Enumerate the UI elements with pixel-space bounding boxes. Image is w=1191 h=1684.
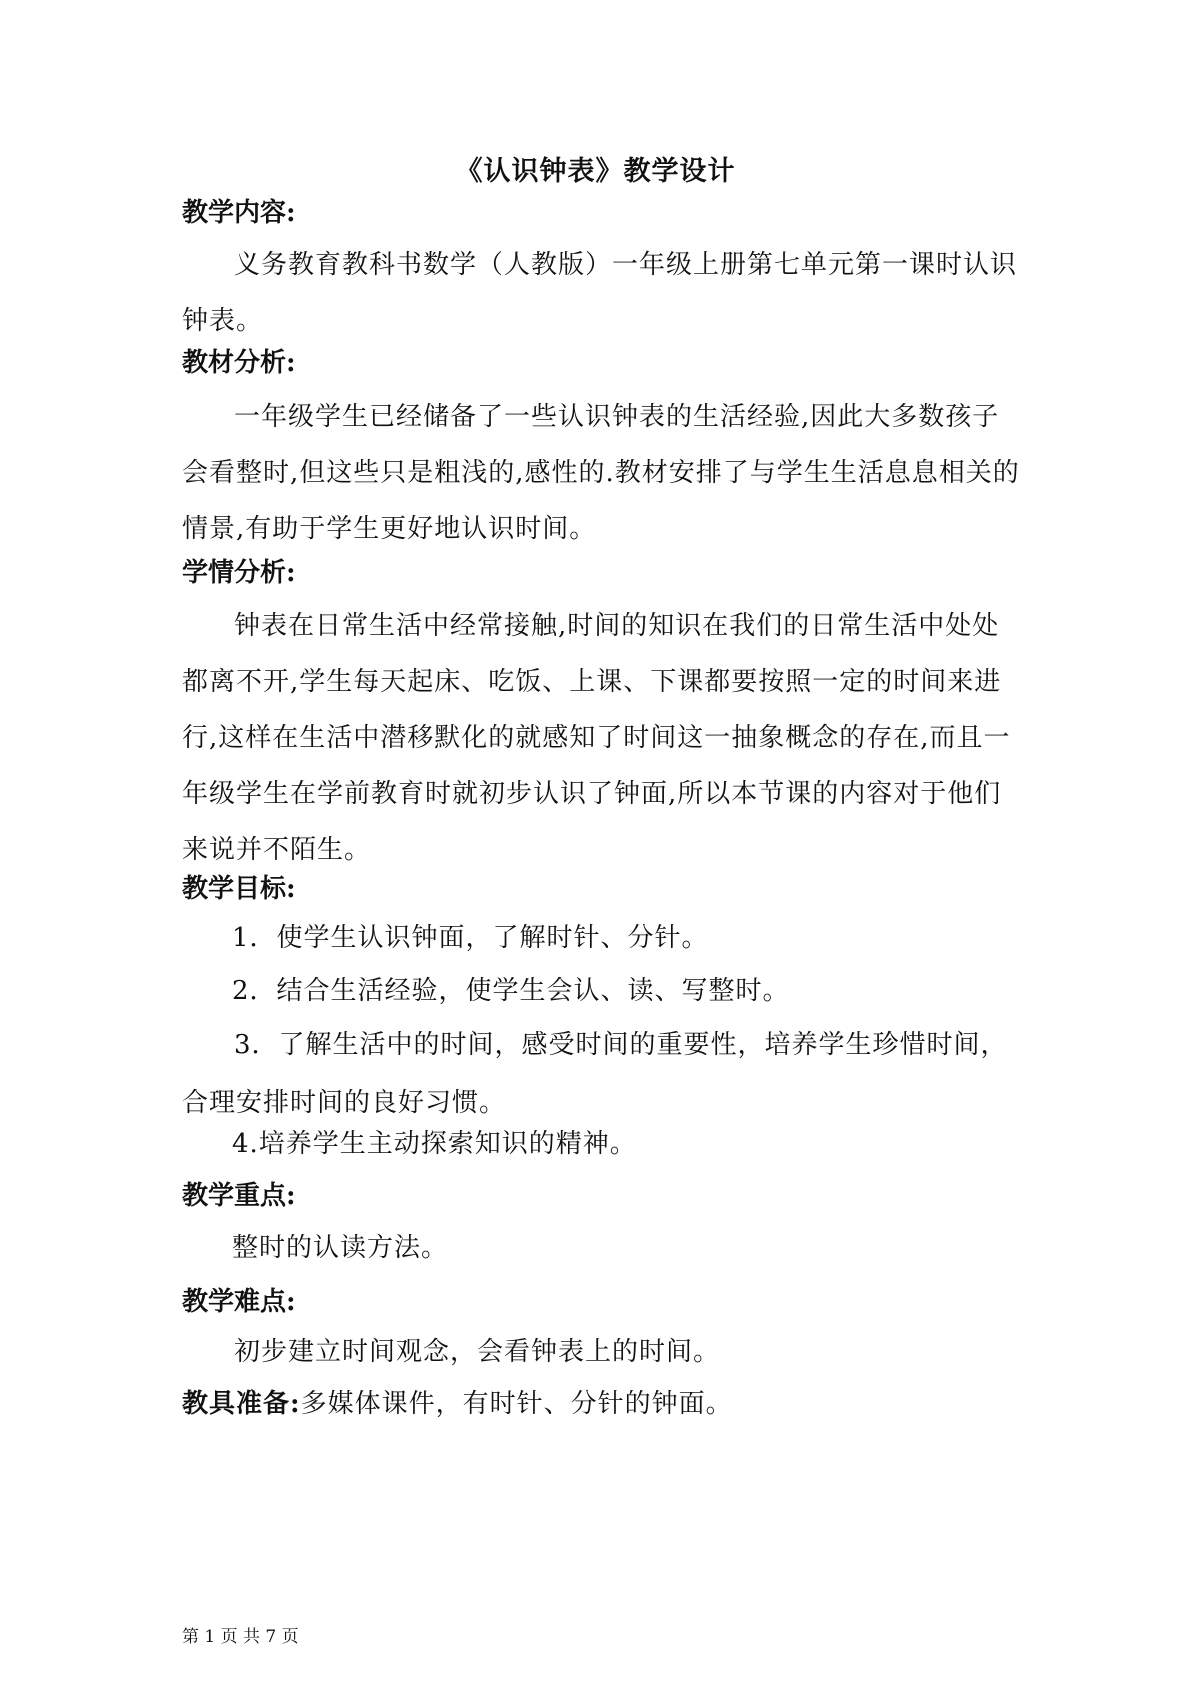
heading-teaching-tools: 教具准备: [182,1389,301,1419]
page-footer: 第 1 页 共 7 页 [182,1627,299,1647]
heading-teaching-goals: 教学目标: [182,874,296,904]
goal-item-4: 4.培养学生主动探索知识的精神。 [232,1129,637,1159]
paragraph-teaching-content: 义务教育教科书数学（人教版）一年级上册第七单元第一课时认识钟表。 [182,250,1018,336]
paragraph-textbook-analysis: 一年级学生已经储备了一些认识钟表的生活经验,因此大多数孩子会看整时,但这些只是粗浅的,感性的.教材安排了与学生生活息息相关的情景,有助于学生更好地认识时间。 [182,402,1020,544]
paragraph-teaching-tools: 多媒体课件，有时针、分针的钟面。 [300,1389,733,1419]
heading-textbook-analysis: 教材分析: [182,348,296,378]
teaching-tools-line [182,1384,733,1424]
goal-item-3: 3．了解生活中的时间，感受时间的重要性，培养学生珍惜时间，合理安排时间的良好习惯。 [182,1030,1008,1118]
paragraph-key-points: 整时的认读方法。 [232,1233,449,1263]
document-title: 《认识钟表》教学设计 [455,156,736,187]
heading-teaching-content: 教学内容: [182,198,296,228]
goal-item-1: 1．使学生认识钟面，了解时针、分针。 [232,923,709,953]
heading-difficulties: 教学难点: [182,1287,296,1317]
heading-key-points: 教学重点: [182,1181,296,1211]
paragraph-student-analysis: 钟表在日常生活中经常接触,时间的知识在我们的日常生活中处处都离不开,学生每天起床、吃饭、上课、下课都要按照一定的时间来进行,这样在生活中潜移默化的就感知了时间这一抽象概念的存在,而且一年级学生在学前教育时就初步认识了钟面,所以本节课的内容对于他们来说并不陌生。 [182,611,1011,865]
goal-item-2: 2．结合生活经验，使学生会认、读、写整时。 [232,976,790,1006]
paragraph-difficulties: 初步建立时间观念，会看钟表上的时间。 [234,1337,721,1367]
heading-student-analysis: 学情分析: [182,558,296,588]
